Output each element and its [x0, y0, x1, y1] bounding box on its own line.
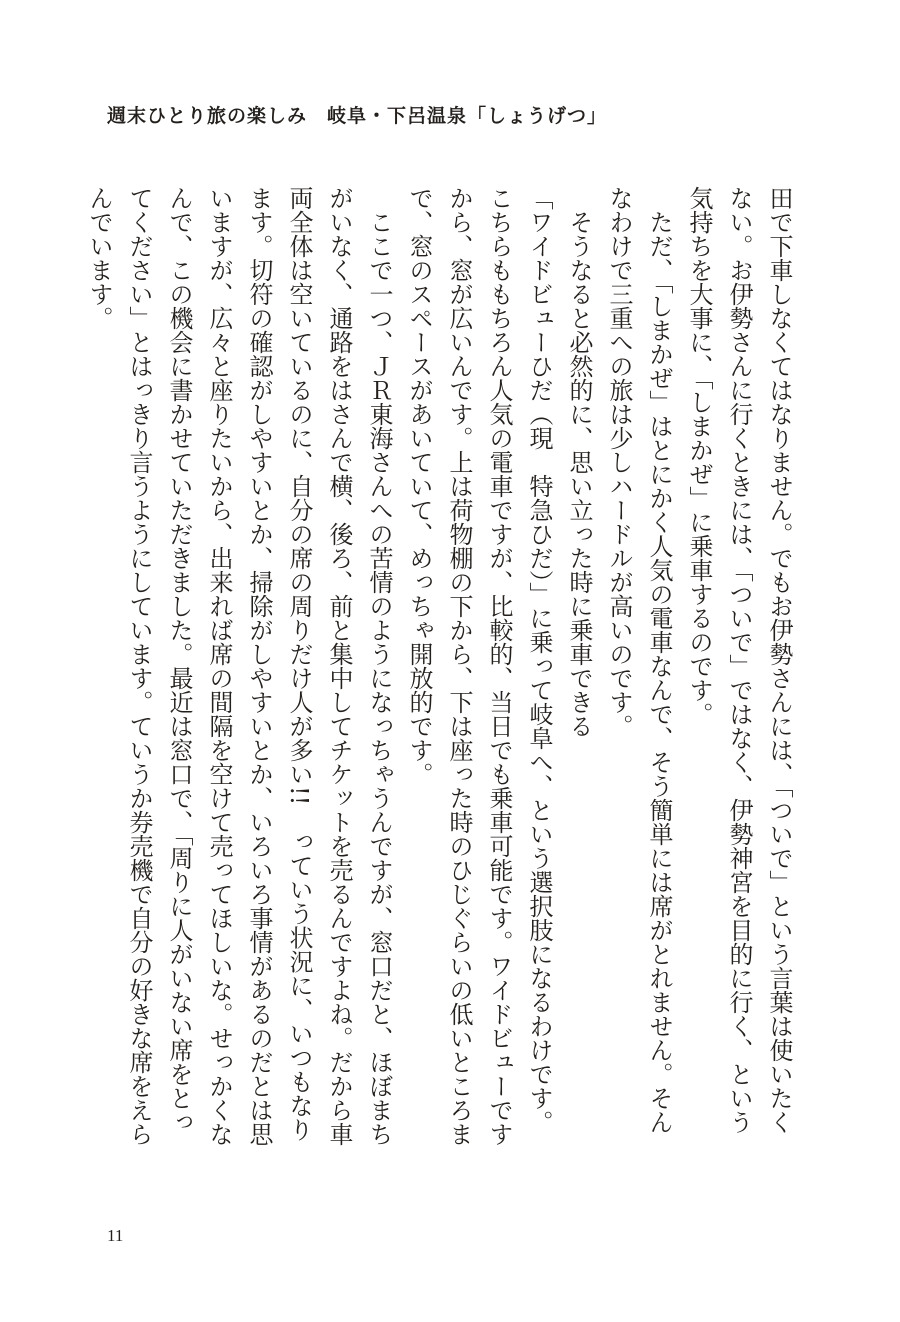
- body-text: [79, 186, 799, 1146]
- paragraph-3: [399, 186, 599, 1146]
- paragraph-2: ただ、「しまかぜ」はとにかく人気の電車なんで、そう簡単には席がとれません。そんなわけで三重への旅は少しハードルが高いのです。: [605, 186, 673, 1134]
- paragraph-3-part-1: そうなると必然的に、思い立った時に乗車できる: [565, 210, 593, 738]
- paragraph-1: 田で下車しなくてはなりません。でもお伊勢さんには、「ついで」という言葉は使いたくない。お伊勢さんに行くときには、「ついで」ではなく、伊勢神宮を目的に行く、という気持ちを大事に、「しまかぜ」に乗車するのです。: [685, 186, 793, 1134]
- page-number: 11: [107, 1226, 124, 1245]
- paragraph-4: ここで一つ、ＪＲ東海さんへの苦情のようになっちゃうんですが、窓口だと、ほぼまちがいなく、通路をはさんで横、後ろ、前と集中してチケットを売るんですよね。だから車両全体は空いているのに、自分の席の周りだけ人が多い!! っていう状況に、いつもなります。切符の確認がしやすいとか、掃除がしやすいとか、いろいろ事情があるのだとは思いますが、広々と座りたいから、出来れば席の間隔を空けて売ってほしいな。せっかくなんで、この機会に書かせていただきました。最近は窓口で、「周りに人がいない席をとってください」とはっきり言うようにしています。ていうか券売機で自分の好きな席をえらんでいます。: [85, 186, 393, 1146]
- paragraph-3-part-2: に乗って岐阜へ、という選択肢になるわけです。こちらももちろん人気の電車ですが、比較的、当日でも乗車可能です。ワイドビューですから、窓が広いんです。上は荷物棚の下から、下は座った時のひじぐらいの低いところまで、窓のスペースがあいていて、めっちゃ開放的です。: [405, 186, 553, 1146]
- train-name-emphasis: 「ワイドビューひだ（現 特急ひだ）」: [525, 186, 553, 606]
- running-header: 週末ひとり旅の楽しみ 岐阜・下呂温泉「しょうげつ」: [107, 105, 608, 127]
